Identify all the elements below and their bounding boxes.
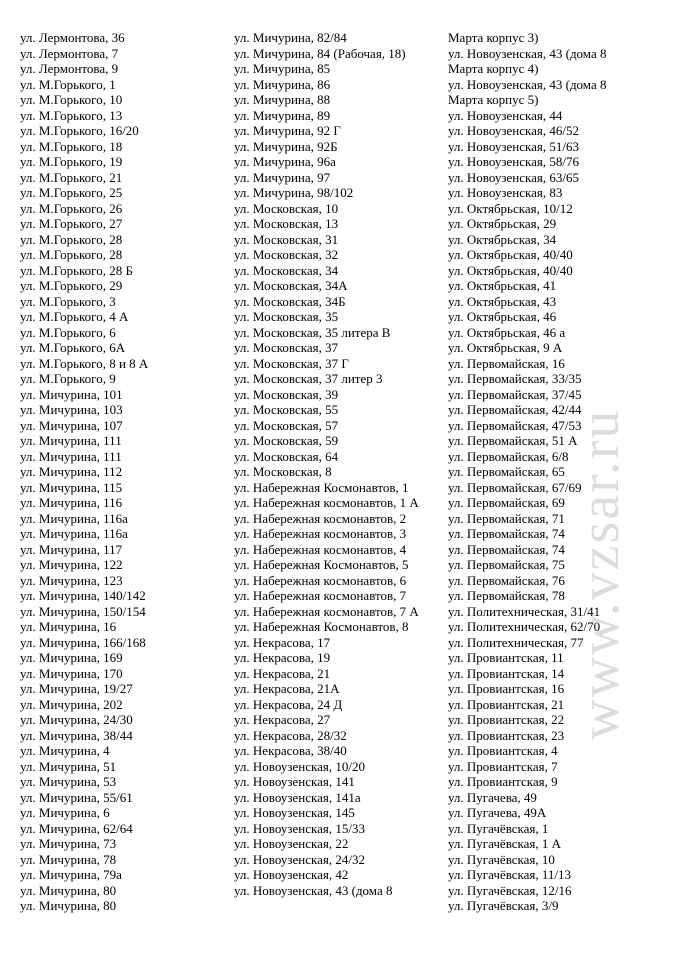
address-line: ул. М.Горького, 4 А xyxy=(20,309,129,324)
address-line: ул. Набережная космонавтов, 2 xyxy=(234,510,407,526)
address-line: ул. Новоузенская, 10/20 xyxy=(234,758,365,774)
address-line: ул. Мичурина, 55/61 xyxy=(20,789,133,805)
address-line: ул. Московская, 34Б xyxy=(234,293,346,309)
address-line: ул. Московская, 8 xyxy=(234,464,332,479)
address-line: ул. Мичурина, 89 xyxy=(234,107,331,123)
address-line: ул. Мичурина, 96а xyxy=(234,154,336,169)
address-line: ул. Октябрьская, 29 xyxy=(448,216,557,231)
address-line: ул. Московская, 34А xyxy=(234,278,348,293)
address-line: ул. Мичурина, 6 xyxy=(20,805,110,820)
address-line: ул. Мичурина, 140/142 xyxy=(20,588,146,603)
address-line: ул. Провиантская, 16 xyxy=(448,681,565,696)
address-line: ул. Политехническая, 31/41 xyxy=(448,603,601,619)
address-line: ул. Октябрьская, 43 xyxy=(448,293,557,309)
address-line: ул. Мичурина, 38/44 xyxy=(20,727,133,743)
address-line: ул. Мичурина, 78 xyxy=(20,851,117,867)
address-line: ул. Московская, 35 xyxy=(234,309,339,324)
address-line: ул. Мичурина, 101 xyxy=(20,386,123,402)
address-line: ул. Пугачёвская, 12/16 xyxy=(448,882,572,898)
address-line: ул. Набережная Космонавтов, 5 xyxy=(234,557,409,572)
address-line: ул. Политехническая, 62/70 xyxy=(448,619,601,634)
address-line: ул. Новоузенская, 83 xyxy=(448,185,563,200)
address-line: ул. Провиантская, 23 xyxy=(448,727,565,743)
address-line: ул. Пугачёвская, 1 А xyxy=(448,836,562,851)
address-line: ул. Мичурина, 19/27 xyxy=(20,681,133,696)
address-line: ул. Мичурина, 97 xyxy=(234,169,331,185)
address-column-3 xyxy=(448,30,638,914)
address-line: ул. Московская, 37 литер 3 xyxy=(234,371,383,386)
address-line: ул. М.Горького, 28 Б xyxy=(20,262,133,278)
address-line: ул. М.Горького, 6 xyxy=(20,324,116,340)
address-line: ул. Политехническая, 77 xyxy=(448,634,584,650)
address-line: ул. Набережная космонавтов, 3 xyxy=(234,526,407,541)
address-line: ул. Новоузенская, 43 (дома 8 xyxy=(234,882,393,898)
address-line: ул. Мичурина, 169 xyxy=(20,650,123,665)
address-line: ул. Октябрьская, 40/40 xyxy=(448,247,573,262)
address-line: ул. Провиантская, 9 xyxy=(448,774,558,789)
address-line: ул. Московская, 10 xyxy=(234,200,339,216)
address-line: ул. Провиантская, 11 xyxy=(448,650,564,665)
address-line: ул. Мичурина, 51 xyxy=(20,758,117,774)
address-line: ул. М.Горького, 25 xyxy=(20,185,123,200)
address-line: ул. Пугачёвская, 10 xyxy=(448,851,555,867)
address-line: ул. Мичурина, 107 xyxy=(20,417,123,433)
address-line: Марта корпус 5) xyxy=(448,92,539,107)
address-line: ул. М.Горького, 18 xyxy=(20,138,123,154)
address-line: ул. Московская, 34 xyxy=(234,262,339,278)
address-line: ул. Первомайская, 67/69 xyxy=(448,479,582,495)
address-line: ул. Первомайская, 16 xyxy=(448,355,565,371)
address-line: ул. М.Горького, 28 xyxy=(20,247,123,262)
address-line: ул. М.Горького, 10 xyxy=(20,92,123,107)
address-line: ул. Первомайская, 65 xyxy=(448,464,565,479)
address-line: ул. Провиантская, 7 xyxy=(448,758,558,774)
address-line: ул. М.Горького, 21 xyxy=(20,169,123,185)
address-line: ул. Мичурина, 116 xyxy=(20,495,123,510)
address-line: ул. М.Горького, 13 xyxy=(20,107,123,123)
address-line: ул. Новоузенская, 63/65 xyxy=(448,169,579,185)
address-line: ул. Первомайская, 51 А xyxy=(448,433,578,448)
address-line: ул. М.Горького, 3 xyxy=(20,293,116,309)
address-line: ул. Мичурина, 98/102 xyxy=(234,185,354,200)
address-line: Марта корпус 4) xyxy=(448,61,539,76)
address-line: ул. Провиантская, 22 xyxy=(448,712,565,727)
address-line: ул. Московская, 31 xyxy=(234,231,339,247)
address-line: ул. Провиантская, 4 xyxy=(448,743,558,758)
address-line: ул. Первомайская, 71 xyxy=(448,510,565,526)
address-line: ул. Первомайская, 69 xyxy=(448,495,565,510)
address-line: ул. Московская, 59 xyxy=(234,433,339,448)
address-line: ул. Новоузенская, 141 xyxy=(234,774,355,789)
address-line: ул. Первомайская, 47/53 xyxy=(448,417,582,433)
address-line: ул. Московская, 37 Г xyxy=(234,355,349,371)
address-line: ул. Мичурина, 115 xyxy=(20,479,123,495)
address-line: ул. Мичурина, 123 xyxy=(20,572,123,588)
address-line: ул. Мичурина, 86 xyxy=(234,76,331,92)
address-line: ул. Провиантская, 14 xyxy=(448,665,565,681)
address-line: ул. Мичурина, 24/30 xyxy=(20,712,133,727)
address-line: ул. Первомайская, 78 xyxy=(448,588,565,603)
address-line: ул. Мичурина, 117 xyxy=(20,541,123,557)
address-line: ул. Новоузенская, 46/52 xyxy=(448,123,579,138)
address-line: ул. Некрасова, 38/40 xyxy=(234,743,347,758)
address-line: ул. Мичурина, 80 xyxy=(20,898,117,913)
address-line: ул. Первомайская, 75 xyxy=(448,557,565,572)
address-line: ул. Лермонтова, 7 xyxy=(20,45,119,61)
address-line: ул. Московская, 57 xyxy=(234,417,339,433)
address-line: ул. Новоузенская, 42 xyxy=(234,867,349,882)
address-line: ул. Новоузенская, 58/76 xyxy=(448,154,579,169)
address-line: ул. Мичурина, 16 xyxy=(20,619,117,634)
address-line: ул. Октябрьская, 40/40 xyxy=(448,262,573,278)
address-line: ул. Некрасова, 27 xyxy=(234,712,331,727)
address-line: ул. Новоузенская, 43 (дома 8 xyxy=(448,45,607,61)
address-line: ул. Мичурина, 112 xyxy=(20,464,123,479)
address-line: ул. М.Горького, 29 xyxy=(20,278,123,293)
address-line: ул. Мичурина, 53 xyxy=(20,774,117,789)
address-line: ул. Октябрьская, 9 А xyxy=(448,340,563,355)
address-line: ул. Некрасова, 21 xyxy=(234,665,331,681)
address-line: ул. Новоузенская, 51/63 xyxy=(448,138,579,154)
address-line: ул. Новоузенская, 22 xyxy=(234,836,349,851)
address-line: ул. Пугачёвская, 3/9 xyxy=(448,898,559,913)
address-line: ул. Первомайская, 37/45 xyxy=(448,386,582,402)
address-line: ул. Некрасова, 21А xyxy=(234,681,340,696)
address-line: ул. Мичурина, 80 xyxy=(20,882,117,898)
address-line: ул. М.Горького, 16/20 xyxy=(20,123,139,138)
address-line: ул. Мичурина, 111 xyxy=(20,448,122,464)
address-line: ул. Набережная Космонавтов, 1 xyxy=(234,479,409,495)
address-line: ул. Октябрьская, 46 а xyxy=(448,324,566,340)
address-line: ул. Пугачева, 49 xyxy=(448,789,537,805)
address-line: ул. Мичурина, 202 xyxy=(20,696,123,712)
address-line: ул. Мичурина, 170 xyxy=(20,665,123,681)
address-line: ул. Первомайская, 74 xyxy=(448,541,565,557)
address-line: ул. Первомайская, 42/44 xyxy=(448,402,582,417)
address-line: ул. Новоузенская, 24/32 xyxy=(234,851,365,867)
address-line: ул. Набережная космонавтов, 1 А xyxy=(234,495,419,510)
address-line: ул. Пугачева, 49А xyxy=(448,805,547,820)
address-line: ул. Мичурина, 116а xyxy=(20,526,128,541)
address-line: ул. Мичурина, 111 xyxy=(20,433,122,448)
address-line: ул. Мичурина, 85 xyxy=(234,61,331,76)
address-line: ул. Мичурина, 166/168 xyxy=(20,634,146,650)
address-line: ул. Октябрьская, 41 xyxy=(448,278,557,293)
address-line: ул. Мичурина, 82/84 xyxy=(234,30,347,45)
address-line: ул. Мичурина, 150/154 xyxy=(20,603,146,619)
address-line: ул. Набережная космонавтов, 7 xyxy=(234,588,407,603)
address-line: ул. М.Горького, 8 и 8 А xyxy=(20,355,149,371)
address-line: Марта корпус 3) xyxy=(448,30,539,45)
address-line: ул. Октябрьская, 34 xyxy=(448,231,557,247)
address-line: ул. Мичурина, 92Б xyxy=(234,138,338,154)
address-line: ул. М.Горького, 26 xyxy=(20,200,123,216)
address-line: ул. М.Горького, 1 xyxy=(20,76,116,92)
address-line: ул. Мичурина, 73 xyxy=(20,836,117,851)
address-column-1 xyxy=(20,30,220,914)
address-line: ул. Некрасова, 19 xyxy=(234,650,331,665)
address-line: ул. Мичурина, 62/64 xyxy=(20,820,133,836)
address-line: ул. Первомайская, 76 xyxy=(448,572,565,588)
address-line: ул. Мичурина, 103 xyxy=(20,402,123,417)
address-line: ул. Октябрьская, 10/12 xyxy=(448,200,573,216)
address-line: ул. М.Горького, 9 xyxy=(20,371,116,386)
address-line: ул. Некрасова, 24 Д xyxy=(234,696,343,712)
address-line: ул. Новоузенская, 15/33 xyxy=(234,820,365,836)
address-line: ул. Новоузенская, 43 (дома 8 xyxy=(448,76,607,92)
address-line: ул. Некрасова, 17 xyxy=(234,634,331,650)
address-line: ул. Пугачёвская, 1 xyxy=(448,820,549,836)
address-line: ул. М.Горького, 28 xyxy=(20,231,123,247)
address-line: ул. Московская, 32 xyxy=(234,247,339,262)
address-line: ул. Московская, 64 xyxy=(234,448,339,464)
address-line: ул. Московская, 37 xyxy=(234,340,339,355)
address-line: ул. Октябрьская, 46 xyxy=(448,309,557,324)
address-line: ул. Первомайская, 6/8 xyxy=(448,448,569,464)
address-line: ул. Новоузенская, 44 xyxy=(448,107,563,123)
address-line: ул. М.Горького, 27 xyxy=(20,216,123,231)
address-line: ул. Новоузенская, 141а xyxy=(234,789,361,805)
address-line: ул. Мичурина, 92 Г xyxy=(234,123,341,138)
address-line: ул. Лермонтова, 9 xyxy=(20,61,119,76)
address-line: ул. Набережная космонавтов, 6 xyxy=(234,572,407,588)
address-column-2 xyxy=(234,30,449,898)
address-line: ул. Московская, 39 xyxy=(234,386,339,402)
address-line: ул. Новоузенская, 145 xyxy=(234,805,355,820)
address-line: ул. Мичурина, 116а xyxy=(20,510,128,526)
address-line: ул. Мичурина, 84 (Рабочая, 18) xyxy=(234,45,406,61)
address-line: ул. Московская, 13 xyxy=(234,216,339,231)
address-line: ул. Некрасова, 28/32 xyxy=(234,727,347,743)
address-line: ул. Мичурина, 4 xyxy=(20,743,110,758)
address-line: ул. М.Горького, 6А xyxy=(20,340,126,355)
address-line: ул. Мичурина, 122 xyxy=(20,557,123,572)
address-line: ул. Московская, 35 литера В xyxy=(234,324,391,340)
address-line: ул. Мичурина, 79а xyxy=(20,867,122,882)
address-line: ул. Провиантская, 21 xyxy=(448,696,565,712)
address-line: ул. Лермонтова, 36 xyxy=(20,30,125,45)
site-watermark: www.vzsar.ru xyxy=(569,408,631,740)
address-line: ул. М.Горького, 19 xyxy=(20,154,123,169)
address-line: ул. Московская, 55 xyxy=(234,402,339,417)
address-line: ул. Набережная Космонавтов, 8 xyxy=(234,619,409,634)
address-line: ул. Пугачёвская, 11/13 xyxy=(448,867,572,882)
address-line: ул. Набережная космонавтов, 4 xyxy=(234,541,407,557)
address-line: ул. Набережная космонавтов, 7 А xyxy=(234,603,419,619)
address-line: ул. Мичурина, 88 xyxy=(234,92,331,107)
address-line: ул. Первомайская, 74 xyxy=(448,526,565,541)
address-line: ул. Первомайская, 33/35 xyxy=(448,371,582,386)
